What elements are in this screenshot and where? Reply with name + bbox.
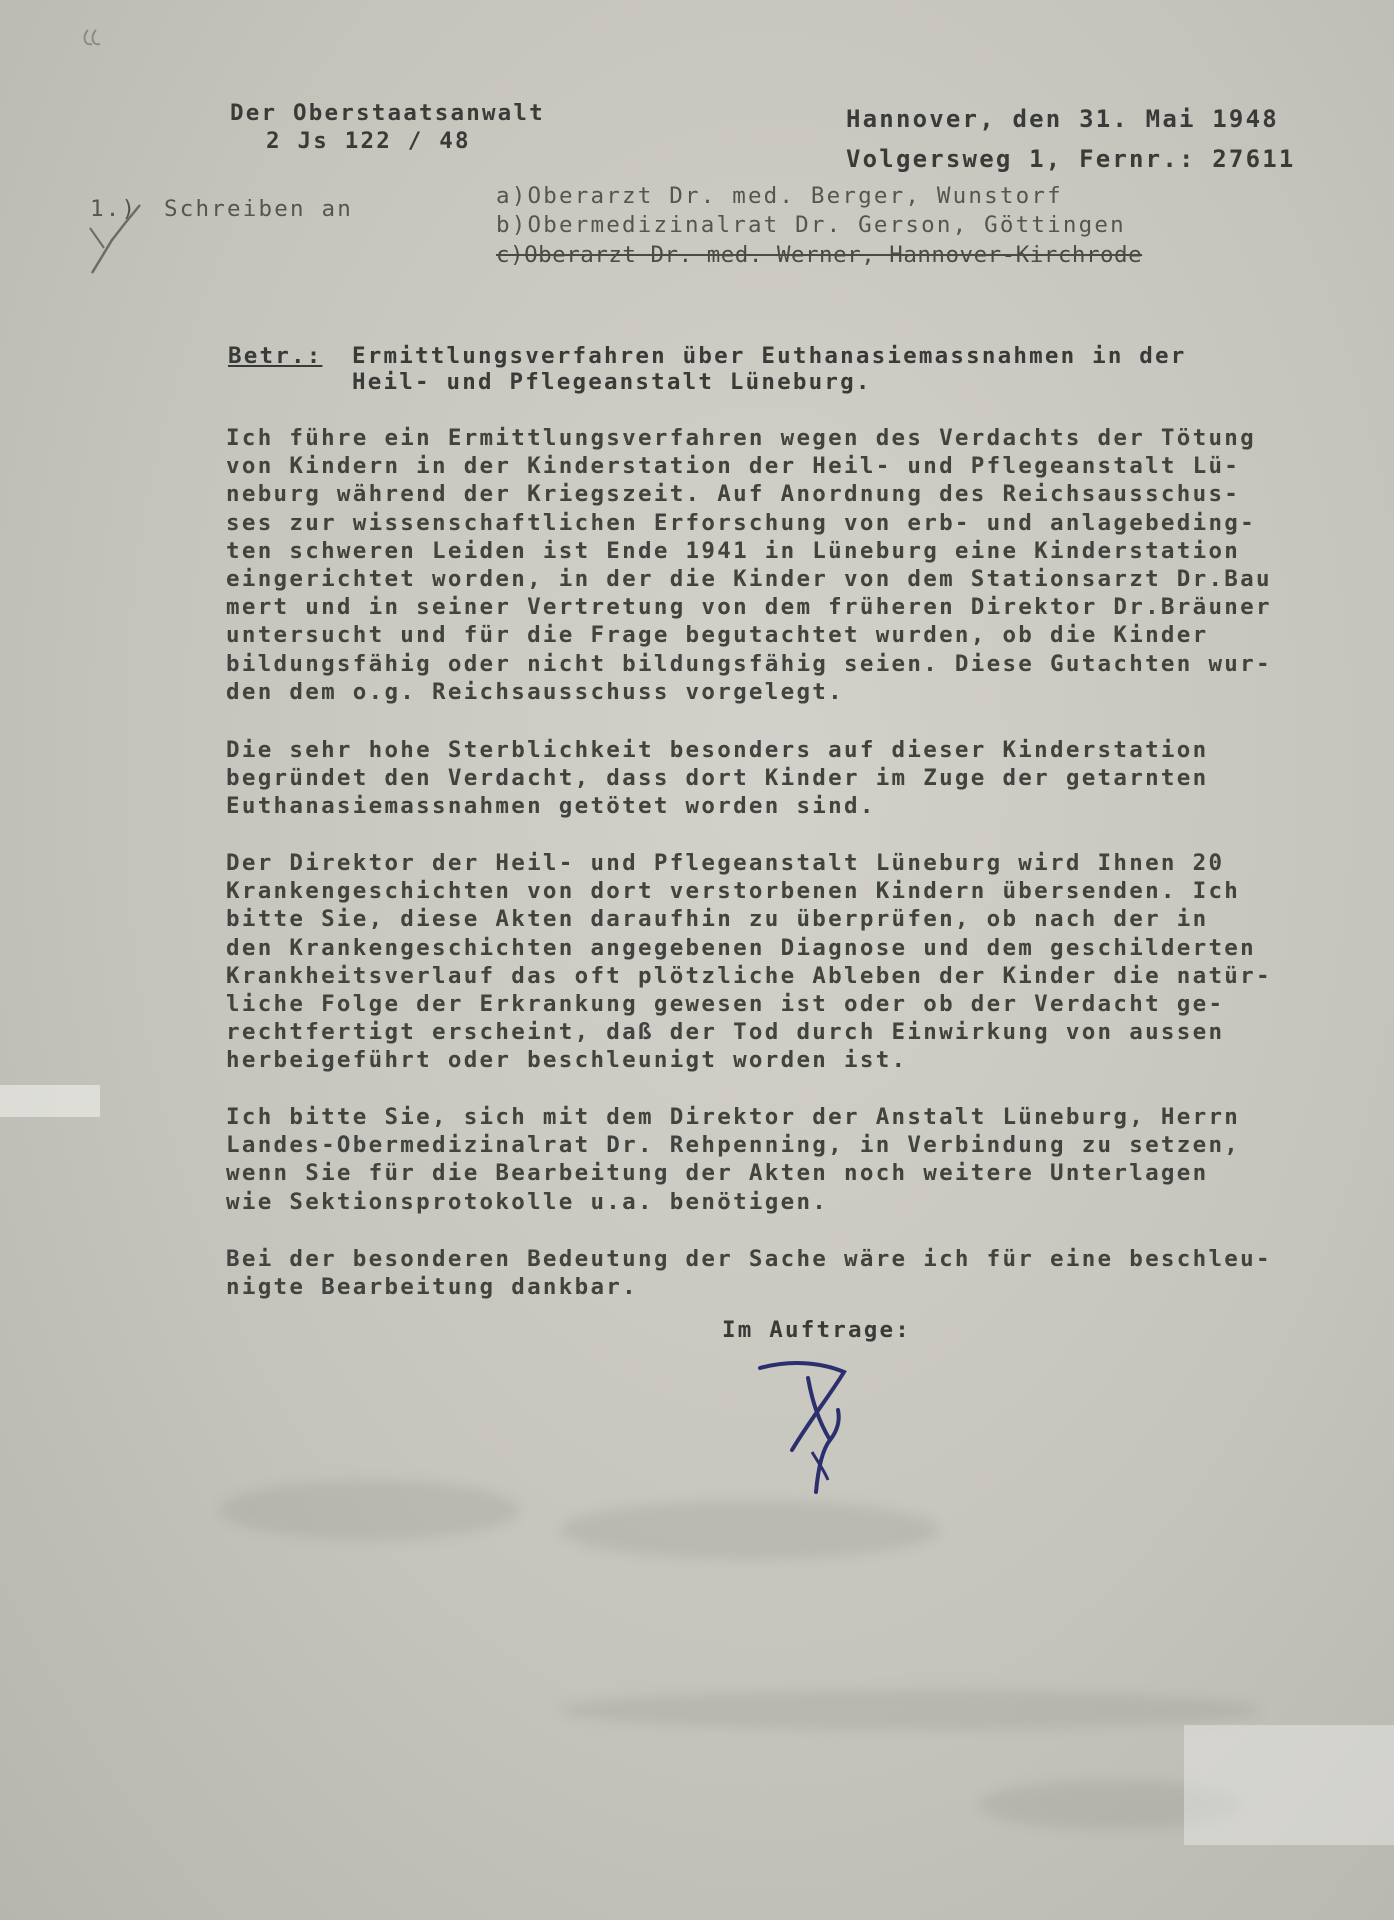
address-phone: Volgersweg 1, Fernr.: 27611 [846, 145, 1296, 173]
place-date: Hannover, den 31. Mai 1948 [846, 105, 1279, 133]
subject-label: Betr.: [228, 343, 323, 369]
text-line: begründet den Verdacht, dass dort Kinder im Zuge der getarnten [226, 765, 1209, 792]
text-line: mert und in seiner Vertretung von dem früheren Direktor Dr.Bräuner [226, 594, 1272, 621]
text-line: ten schweren Leiden ist Ende 1941 in Lüneburg eine Kinderstation [226, 537, 1241, 564]
text-line: Ich bitte Sie, sich mit dem Direktor der Anstalt Lüneburg, Herrn [226, 1104, 1241, 1130]
signature-stroke [812, 1452, 828, 1480]
text-line: den dem o.g. Reichsausschuss vorgelegt. [226, 678, 844, 705]
check-mark [92, 205, 140, 273]
text-line: Euthanasiemassnahmen getötet worden sind. [226, 793, 876, 820]
text-line: rechtfertigt erscheint, daß der Tod durch Einwirkung von aussen [226, 1019, 1225, 1046]
text-line: von Kindern in der Kinderstation der Heil- und Pflegeanstalt Lü- [226, 453, 1241, 480]
text-line: untersucht und für die Frage begutachtet wurden, ob die Kinder [226, 622, 1209, 649]
text-line: liche Folge der Erkrankung gewesen ist oder ob der Verdacht ge- [226, 991, 1225, 1018]
text-line: Landes-Obermedizinalrat Dr. Rehpenning, in Verbindung zu setzen, [226, 1132, 1241, 1159]
text-line: Ich führe ein Ermittlungsverfahren wegen des Verdachts der Tötung [226, 425, 1256, 451]
pencil-scribble [85, 30, 100, 44]
text-line: wenn Sie für die Bearbeitung der Akten noch weitere Unterlagen [226, 1160, 1209, 1187]
recipient-c-struck: c)Oberarzt Dr. med. Werner, Hannover-Kirchrode [496, 242, 1143, 268]
recipient-b: b)Obermedizinalrat Dr. Gerson, Göttingen [496, 212, 1126, 238]
subject-line-2: Heil- und Pflegeanstalt Lüneburg. [352, 369, 872, 395]
text-line: Der Direktor der Heil- und Pflegeanstalt Lüneburg wird Ihnen 20 [226, 850, 1225, 876]
sender: Der Oberstaatsanwalt [230, 100, 545, 126]
signature [760, 1363, 844, 1492]
text-line: herbeigeführt oder beschleunigt worden ist. [226, 1047, 908, 1074]
check-mark-tail [90, 228, 104, 248]
text-line: wie Sektionsprotokolle u.a. benötigen. [226, 1188, 829, 1215]
file-reference: 2 Js 122 / 48 [266, 128, 471, 154]
text-line: bitte Sie, diese Akten daraufhin zu überprüfen, ob nach der in [226, 906, 1209, 933]
recipient-a: a)Oberarzt Dr. med. Berger, Wunstorf [496, 183, 1063, 209]
subject-line-1: Ermittlungsverfahren über Euthanasiemassnahmen in der [352, 343, 1187, 369]
text-line: Die sehr hohe Sterblichkeit besonders auf dieser Kinderstation [226, 737, 1209, 763]
text-line: eingerichtet worden, in der die Kinder von dem Stationsarzt Dr.Bau [226, 566, 1272, 593]
text-line: Krankheitsverlauf das oft plötzliche Ableben der Kinder die natür- [226, 962, 1272, 989]
closing-formula: Im Auftrage: [722, 1317, 911, 1343]
text-line: Bei der besonderen Bedeutung der Sache wäre ich für eine beschleu- [226, 1246, 1272, 1272]
instruction-label: Schreiben an [164, 196, 353, 222]
text-line: den Krankengeschichten angegebenen Diagnose und dem geschilderten [226, 934, 1256, 961]
text-line: nigte Bearbeitung dankbar. [226, 1274, 638, 1301]
instruction-number: 1.) [90, 196, 138, 222]
text-line: bildungsfähig oder nicht bildungsfähig seien. Diese Gutachten wur- [226, 650, 1272, 677]
text-line: Krankengeschichten von dort verstorbenen Kindern übersenden. Ich [226, 878, 1241, 905]
text-line: neburg während der Kriegszeit. Auf Anordnung des Reichsausschus- [226, 481, 1241, 508]
text-line: ses zur wissenschaftlichen Erforschung von erb- und anlagebeding- [226, 509, 1256, 536]
